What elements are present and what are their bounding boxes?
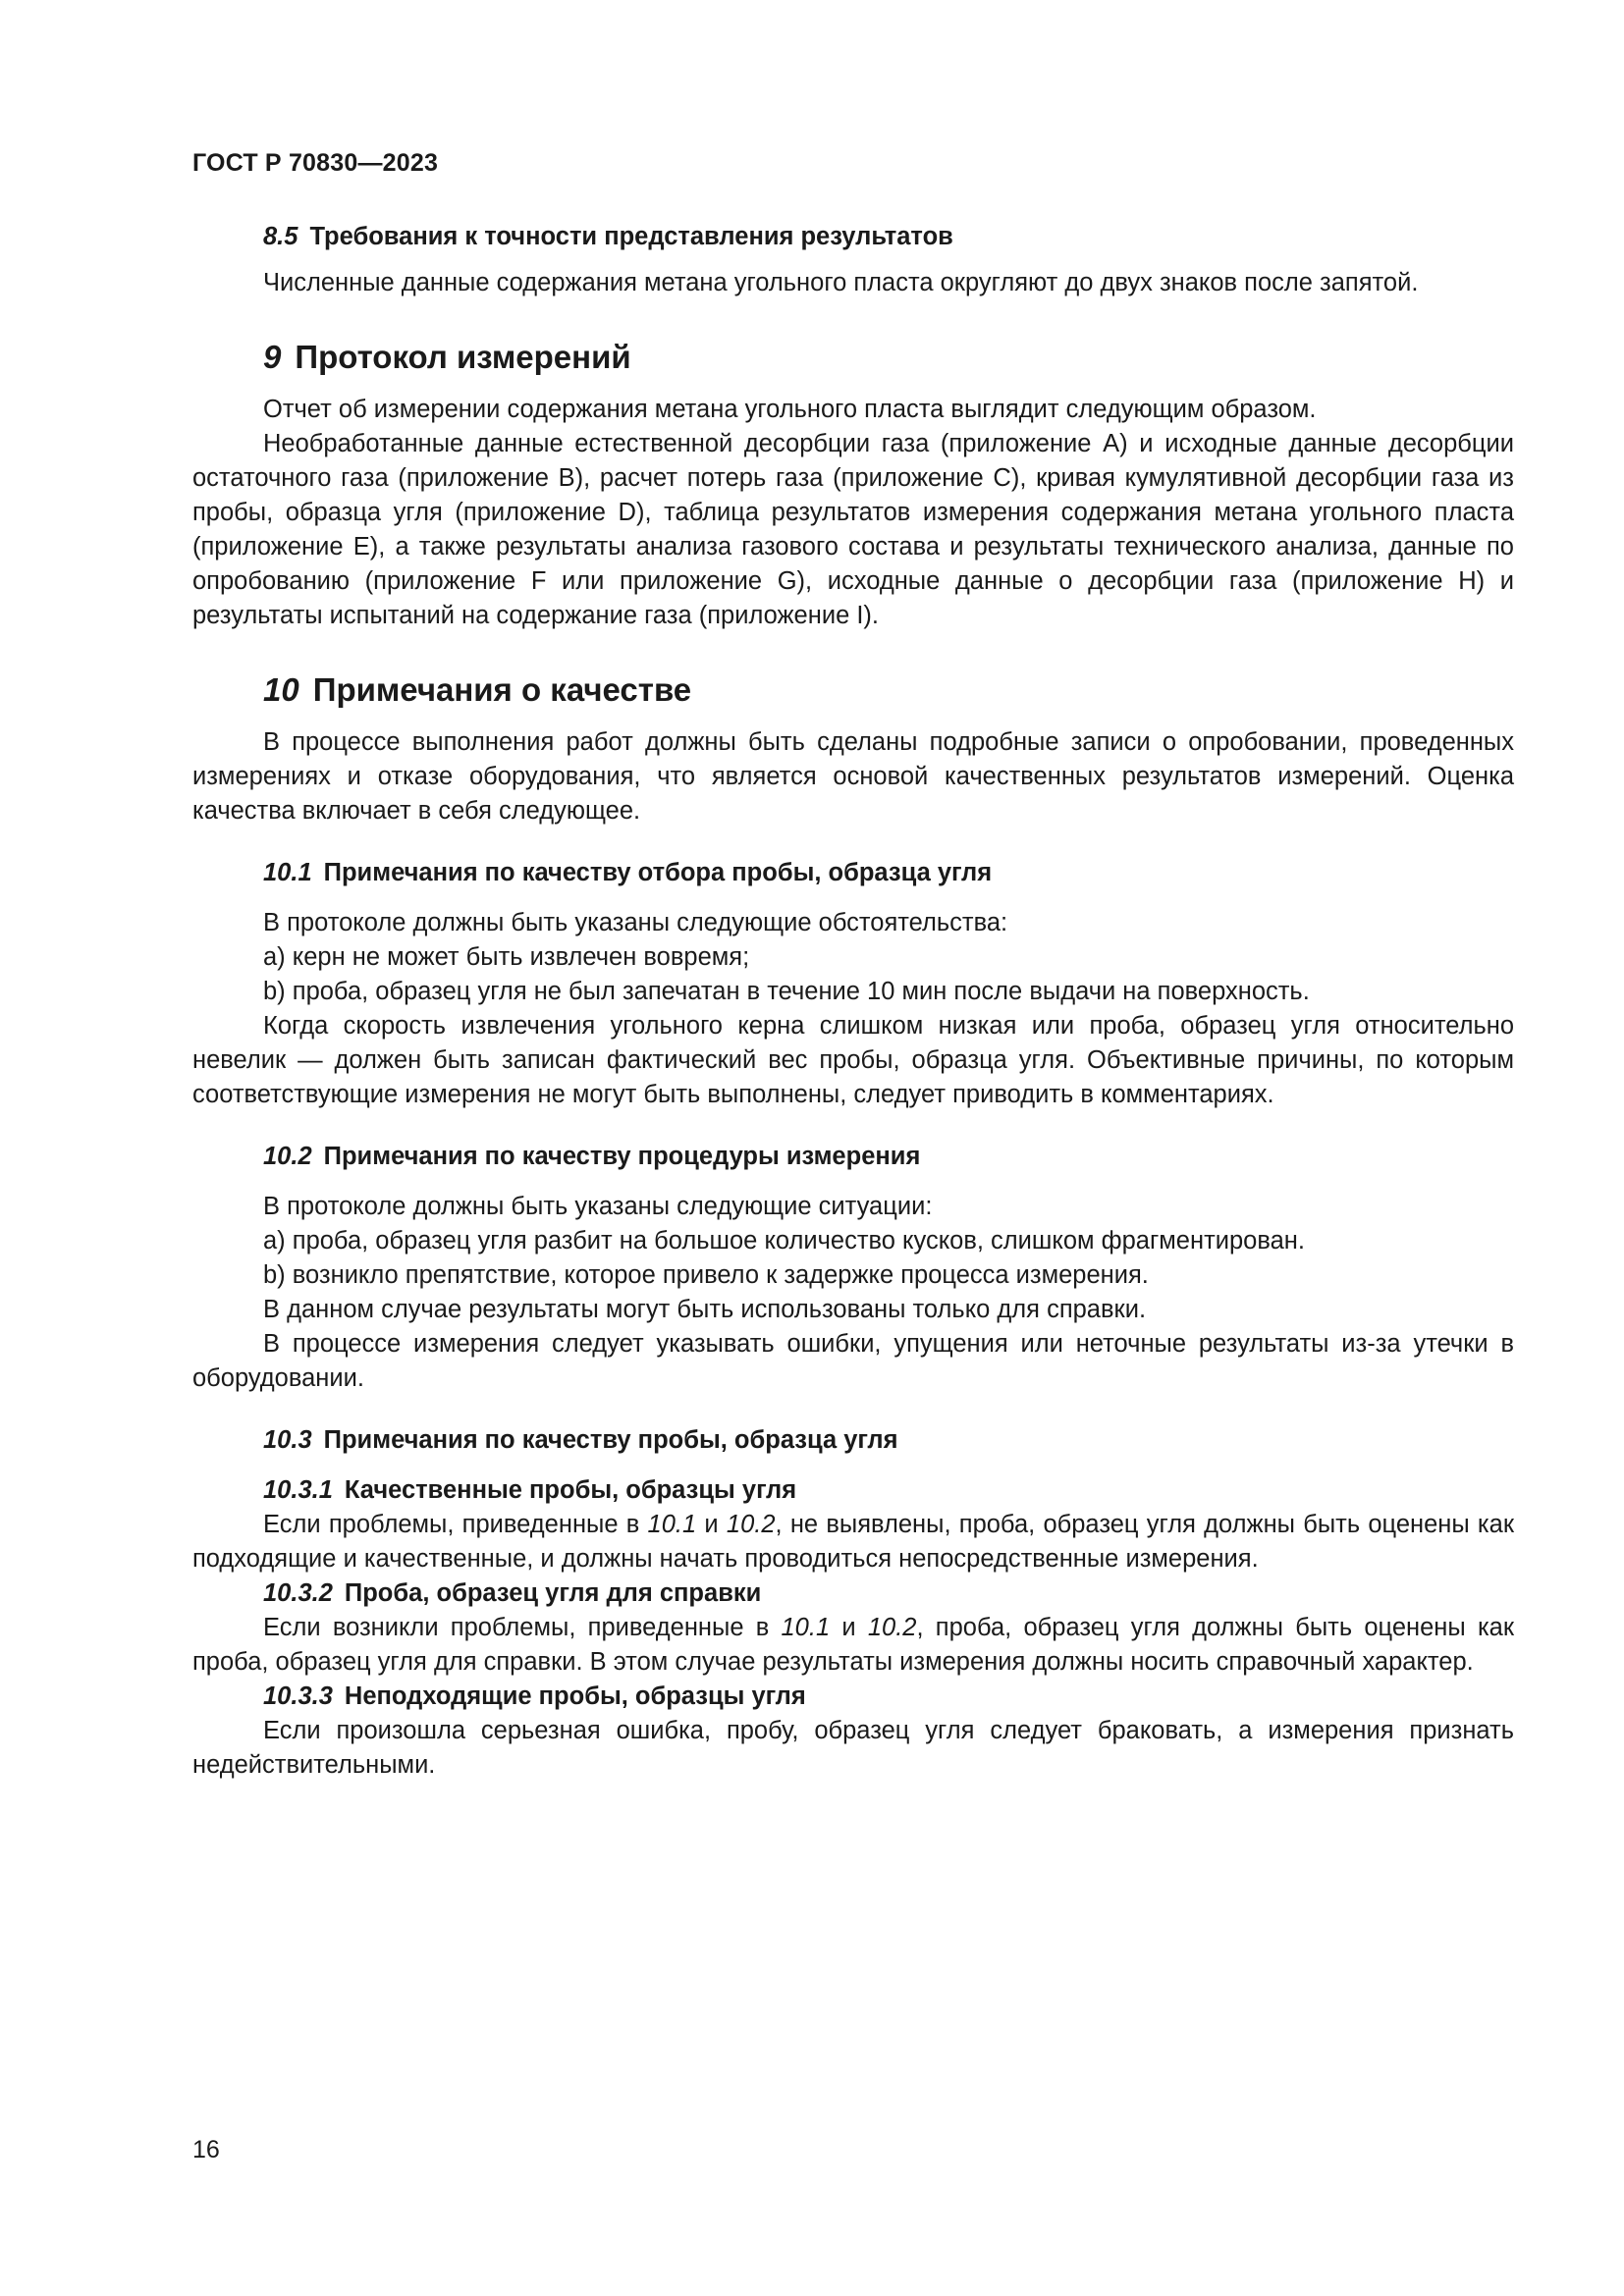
paragraph: Необработанные данные естественной десорбции газа (приложение А) и исходные данные десорбции остаточного газа (приложение В), расчет потерь газа (приложение С), кривая кумулятивной десорбции газа из пробы, образца угля (приложение D), таблица результатов измерения содержания метана угольного пласта (приложение Е), а также результаты анализа газового состава и результаты технического анализа, данные по опробованию (приложение F или приложение G), исходные данные о десорбции газа (приложение Н) и результаты испытаний на содержание газа (приложение I). (192, 430, 1514, 629)
clause-reference: 10.1 (781, 1614, 831, 1641)
text: и (830, 1614, 868, 1641)
clause-reference: 10.2 (867, 1614, 917, 1641)
subsection-title: Проба, образец угля для справки (344, 1579, 762, 1607)
text: Если проблемы, приведенные в (263, 1511, 648, 1538)
subsection-number: 10.2 (263, 1143, 312, 1170)
section-number: 10 (263, 671, 299, 708)
subsection-8-5-heading (192, 220, 1514, 254)
subsection-number: 8.5 (263, 223, 298, 250)
subsection-10-2-heading (192, 1140, 1514, 1174)
subsection-title: Примечания по качеству процедуры измерения (323, 1143, 921, 1170)
section-title: Примечания о качестве (312, 671, 692, 708)
paragraph: В протоколе должны быть указаны следующие ситуации: (263, 1193, 933, 1220)
text: и (696, 1511, 727, 1538)
subsection-number: 10.3.1 (263, 1476, 333, 1504)
paragraph: Когда скорость извлечения угольного керна слишком низкая или проба, образец угля относительно невелик — должен быть записан фактический вес пробы, образца угля. Объективные причины, по которым соответствующие измерения не могут быть выполнены, следует приводить в комментариях. (192, 1012, 1514, 1108)
paragraph (192, 1611, 1514, 1680)
paragraph: В процессе измерения следует указывать ошибки, упущения или неточные результаты из-за утечки в оборудовании. (192, 1330, 1514, 1392)
subsection-10-3-heading (192, 1423, 1514, 1458)
subsection-number: 10.3 (263, 1426, 312, 1454)
section-number: 9 (263, 339, 282, 375)
page-number: 16 (192, 2136, 220, 2163)
subsection-10-3-2-heading (192, 1576, 1514, 1611)
subsection-number: 10.1 (263, 859, 312, 886)
subsection-number: 10.3.2 (263, 1579, 333, 1607)
subsection-title: Требования к точности представления результатов (309, 223, 953, 250)
section-9-heading (192, 338, 1514, 377)
subsection-10-1-heading (192, 856, 1514, 890)
text: Если возникли проблемы, приведенные в (263, 1614, 782, 1641)
document-header: ГОСТ Р 70830—2023 (192, 149, 439, 177)
document-body (192, 220, 1514, 1783)
text: , не выявлены, проба, образец угля должны быть оценены как подходящие и качественные, и должны начать проводиться непосредственные измерения. (192, 1511, 1514, 1573)
subsection-title: Примечания по качеству пробы, образца угля (323, 1426, 898, 1454)
section-title: Протокол измерений (295, 339, 631, 375)
subsection-title: Неподходящие пробы, образцы угля (344, 1682, 806, 1710)
subsection-title: Качественные пробы, образцы угля (344, 1476, 797, 1504)
clause-reference: 10.2 (726, 1511, 776, 1538)
paragraph: Отчет об измерении содержания метана угольного пласта выглядит следующим образом. (263, 396, 1317, 423)
paragraph: Если произошла серьезная ошибка, пробу, образец угля следует браковать, а измерения признать недействительными. (192, 1717, 1514, 1779)
list-item: а) проба, образец угля разбит на большое количество кусков, слишком фрагментирован. (263, 1227, 1305, 1255)
paragraph: В процессе выполнения работ должны быть сделаны подробные записи о опробовании, проведенных измерениях и отказе оборудования, что является основой качественных результатов измерений. Оценка качества включает в себя следующее. (192, 728, 1514, 825)
clause-reference: 10.1 (647, 1511, 697, 1538)
text: , проба, образец угля должны быть оценены как проба, образец угля для справки. В этом случае результаты измерения должны носить справочный характер. (192, 1614, 1514, 1676)
list-item: b) проба, образец угля не был запечатан в течение 10 мин после выдачи на поверхность. (263, 978, 1310, 1005)
paragraph: Численные данные содержания метана угольного пласта округляют до двух знаков после запятой. (263, 269, 1419, 296)
paragraph (192, 1508, 1514, 1576)
section-10-heading (192, 670, 1514, 710)
subsection-number: 10.3.3 (263, 1682, 333, 1710)
list-item: b) возникло препятствие, которое привело к задержке процесса измерения. (263, 1261, 1149, 1289)
paragraph: В данном случае результаты могут быть использованы только для справки. (263, 1296, 1147, 1323)
subsection-10-3-1-heading (192, 1473, 1514, 1508)
subsection-10-3-3-heading (192, 1680, 1514, 1714)
paragraph: В протоколе должны быть указаны следующие обстоятельства: (263, 909, 1008, 936)
subsection-title: Примечания по качеству отбора пробы, образца угля (323, 859, 993, 886)
list-item: а) керн не может быть извлечен вовремя; (263, 943, 750, 971)
